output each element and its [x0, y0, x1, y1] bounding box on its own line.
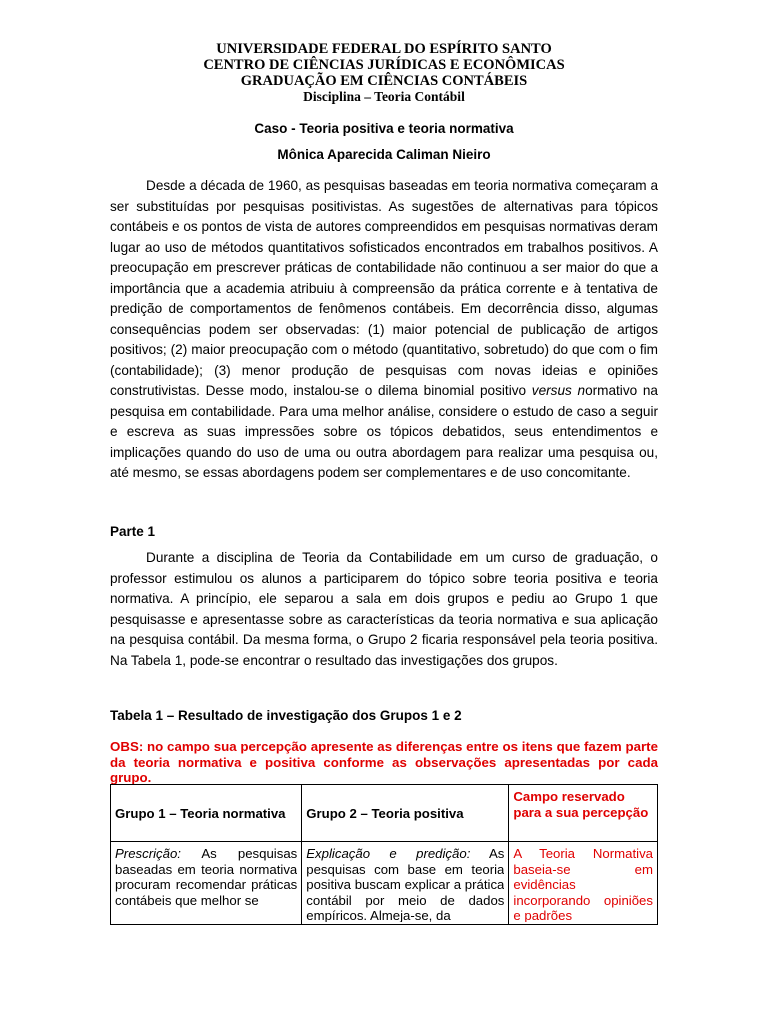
- table-title: Tabela 1 – Resultado de investigação dos Grupos 1 e 2: [110, 708, 462, 723]
- header-group2: Grupo 2 – Teoria positiva: [302, 785, 509, 842]
- intro-paragraph: [110, 176, 658, 484]
- normative-term: Prescrição:: [115, 846, 181, 861]
- table-header-row: [111, 785, 658, 842]
- intro-italic: versus n: [531, 383, 586, 398]
- discipline-name: Disciplina – Teoria Contábil: [303, 89, 465, 104]
- center-name: CENTRO DE CIÊNCIAS JURÍDICAS E ECONÔMICAS: [203, 57, 565, 73]
- university-name: UNIVERSIDADE FEDERAL DO ESPÍRITO SANTO: [216, 41, 552, 57]
- perception-text: A Teoria Normativa baseia-se em evidências incorporando opiniões e padrões: [513, 846, 653, 922]
- part1-text: Durante a disciplina de Teoria da Contabilidade em um curso de graduação, o professor estimulou os alunos a participarem do tópico sobre teoria positiva e teoria normativa. A princípio, ele separou a sala em dois grupos e pediu ao Grupo 1 que pesquisasse e apresentasse sobre as características da teoria normativa e sua aplicação na pesquisa contábil. Da mesma forma, o Grupo 2 ficaria responsável pela teoria positiva. Na Tabela 1, pode-se encontrar o resultado das investigações dos grupos.: [110, 550, 658, 668]
- cell-perception[interactable]: [509, 842, 658, 925]
- positive-term: Explicação e predição:: [306, 846, 471, 861]
- author-name: Mônica Aparecida Caliman Nieiro: [277, 147, 491, 162]
- obs-note: OBS: no campo sua percepção apresente as diferenças entre os itens que fazem parte da teoria normativa e positiva conforme as observações apresentadas por cada grupo.: [110, 739, 658, 785]
- cell-positive: [302, 842, 509, 925]
- case-title: Caso - Teoria positiva e teoria normativa: [254, 121, 514, 136]
- intro-text-b: ormativo na pesquisa em contabilidade. Para uma melhor análise, considere o estudo de caso a seguir e escreva as suas impressões sobre os tópicos debatidos, seus entendimentos e implicações quando do uso de uma ou outra abordagem para realizar uma pesquisa ou, até mesmo, se essas abordagens podem ser complementares e de uso concomitante.: [110, 383, 658, 480]
- positive-text: As pesquisas com base em teoria positiva buscam explicar a prática contábil por meio de dados empíricos. Almeja-se, da: [306, 846, 505, 922]
- normative-text: As pesquisas baseadas em teoria normativa procuram recomendar práticas contábeis que melhor se: [115, 846, 298, 908]
- part1-paragraph: [110, 548, 658, 671]
- header-group1: Grupo 1 – Teoria normativa: [111, 785, 302, 842]
- table-row: [111, 842, 658, 925]
- document-header: [0, 41, 768, 105]
- cell-normative: [111, 842, 302, 925]
- intro-text-a: Desde a década de 1960, as pesquisas baseadas em teoria normativa começaram a ser substituídas por pesquisas positivistas. As sugestões de alternativas para tópicos contábeis e os pontos de vista de autores compreendidos em pesquisas normativas deram lugar ao uso de métodos quantitativos sofisticados encontrados em trabalhos positivos. A preocupação em prescrever práticas de contabilidade não continuou a ser maior do que a importância que a academia atribuiu à compreensão da prática corrente e à tentativa de predição de comportamentos de fenômenos contábeis. Em decorrência disso, algumas consequências podem ser observadas: (1) maior potencial de publicação de artigos positivos; (2) maior preocupação com o método (quantitativo, sobretudo) do que com o fim (contabilidade); (3) menor produção de pesquisas com novas ideias e opiniões construtivistas. Desse modo, instalou-se o dilema binomial positivo: [110, 178, 658, 398]
- part1-heading: Parte 1: [110, 524, 156, 539]
- course-name: GRADUAÇÃO EM CIÊNCIAS CONTÁBEIS: [240, 73, 528, 89]
- header-perception: Campo reservado para a sua percepção: [509, 785, 658, 842]
- comparison-table: [110, 784, 658, 925]
